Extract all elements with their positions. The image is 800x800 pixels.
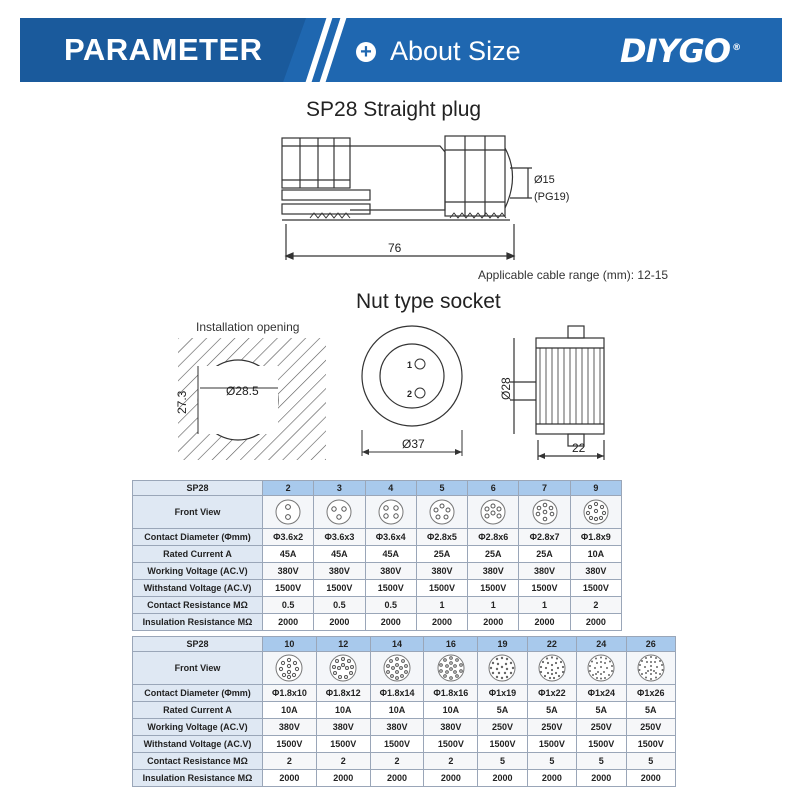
row-label: Working Voltage (AC.V) — [133, 719, 263, 736]
table-cell: 380V — [570, 563, 621, 580]
table-cell: Φ1.8x12 — [316, 685, 370, 702]
table-cell: Φ1.8x9 — [570, 529, 621, 546]
front-view-cell — [570, 496, 621, 529]
table-cell: 250V — [478, 719, 527, 736]
table-cell: 5 — [626, 753, 675, 770]
table-cell: 1500V — [263, 580, 314, 597]
front-view-cell — [314, 496, 365, 529]
spec-table-1 — [132, 480, 622, 631]
table-cell: 380V — [416, 563, 467, 580]
spec-table-2 — [132, 636, 676, 787]
table-cell: 25A — [468, 546, 519, 563]
table-row — [133, 702, 676, 719]
table-cell: 2 — [263, 753, 317, 770]
socket-side-drawing — [494, 318, 614, 468]
front-diameter-dim: Ø37 — [402, 437, 425, 451]
table-cell: 1 — [519, 597, 570, 614]
table-cell: 5A — [527, 702, 576, 719]
table-cell: 10A — [263, 702, 317, 719]
table-row — [133, 546, 622, 563]
table-cell: Φ1.8x14 — [370, 685, 424, 702]
table-cell: Φ1x26 — [626, 685, 675, 702]
row-label: Contact Diameter (Φmm) — [133, 529, 263, 546]
table-cell: 0.5 — [314, 597, 365, 614]
front-view-cell — [416, 496, 467, 529]
front-view-cell — [263, 496, 314, 529]
brand-name: DIYGO — [620, 32, 731, 70]
table-cell: 1500V — [527, 736, 576, 753]
table-cell: 2 — [570, 597, 621, 614]
row-label: Rated Current A — [133, 702, 263, 719]
socket-front-drawing — [356, 318, 474, 468]
table-header-row — [133, 637, 676, 652]
table-cell: Φ1.8x16 — [424, 685, 478, 702]
side-diameter-dim: Ø28 — [499, 377, 513, 400]
row-label: Insulation Resistance MΩ — [133, 614, 263, 631]
pin-1-label: 1 — [407, 360, 413, 370]
row-label: Insulation Resistance MΩ — [133, 770, 263, 787]
plug-title: SP28 Straight plug — [306, 98, 482, 121]
front-view-cell — [316, 652, 370, 685]
pin-count-cell: 4 — [365, 481, 416, 496]
parameter-label: PARAMETER — [64, 32, 263, 67]
header-banner — [0, 0, 800, 100]
plug-length-dim: 76 — [388, 241, 402, 255]
table-row — [133, 529, 622, 546]
socket-title: Nut type socket — [356, 290, 501, 313]
front-view-cell — [626, 652, 675, 685]
opening-height-dim: 27.3 — [175, 390, 189, 414]
table-cell: 250V — [626, 719, 675, 736]
row-label: Contact Resistance MΩ — [133, 597, 263, 614]
plug-diameter-dim: Ø15 — [534, 174, 555, 186]
table-cell: 2000 — [424, 770, 478, 787]
pin-count-cell: 10 — [263, 637, 317, 652]
table-cell: 1500V — [365, 580, 416, 597]
table-cell: 1500V — [424, 736, 478, 753]
table-corner: SP28 — [133, 637, 263, 652]
registered-mark: ® — [732, 43, 741, 54]
table-cell: 2000 — [570, 614, 621, 631]
table-cell: 0.5 — [263, 597, 314, 614]
pin-count-cell: 26 — [626, 637, 675, 652]
cable-range-note: Applicable cable range (mm): 12-15 — [478, 268, 669, 282]
table-cell: 5 — [478, 753, 527, 770]
table-cell: Φ1x24 — [577, 685, 626, 702]
row-label: Withstand Voltage (AC.V) — [133, 736, 263, 753]
table-row — [133, 770, 676, 787]
table-cell: Φ1.8x10 — [263, 685, 317, 702]
table-row — [133, 652, 676, 685]
table-cell: 45A — [263, 546, 314, 563]
table-row — [133, 614, 622, 631]
table-row — [133, 597, 622, 614]
table-cell: 45A — [314, 546, 365, 563]
row-label: Working Voltage (AC.V) — [133, 563, 263, 580]
table-cell: 2000 — [626, 770, 675, 787]
table-cell: 1500V — [314, 580, 365, 597]
table-cell: 1500V — [519, 580, 570, 597]
pin-count-cell: 14 — [370, 637, 424, 652]
side-length-dim: 22 — [572, 441, 586, 455]
table-cell: 1500V — [478, 736, 527, 753]
pin-count-cell: 24 — [577, 637, 626, 652]
table-cell: 2000 — [365, 614, 416, 631]
plus-icon: + — [356, 42, 376, 62]
front-view-cell — [468, 496, 519, 529]
table-row — [133, 753, 676, 770]
table-cell: 1 — [416, 597, 467, 614]
front-view-cell — [370, 652, 424, 685]
pin-count-cell: 7 — [519, 481, 570, 496]
front-view-cell — [478, 652, 527, 685]
row-label: Contact Diameter (Φmm) — [133, 685, 263, 702]
pin-count-cell: 22 — [527, 637, 576, 652]
table-cell: Φ2.8x6 — [468, 529, 519, 546]
pin-2-label: 2 — [407, 389, 413, 399]
table-cell: 10A — [570, 546, 621, 563]
table-cell: 2 — [316, 753, 370, 770]
table-cell: 25A — [519, 546, 570, 563]
table-row — [133, 563, 622, 580]
pin-count-cell: 16 — [424, 637, 478, 652]
table-cell: 380V — [316, 719, 370, 736]
row-label: Contact Resistance MΩ — [133, 753, 263, 770]
table-cell: 1500V — [263, 736, 317, 753]
table-cell: 380V — [263, 563, 314, 580]
table-cell: 380V — [424, 719, 478, 736]
table-cell: 2000 — [527, 770, 576, 787]
table-cell: Φ2.8x7 — [519, 529, 570, 546]
pin-count-cell: 19 — [478, 637, 527, 652]
table-cell: 380V — [365, 563, 416, 580]
pin-count-cell: 5 — [416, 481, 467, 496]
front-view-cell — [424, 652, 478, 685]
opening-diameter-dim: Ø28.5 — [226, 384, 259, 398]
row-label: Withstand Voltage (AC.V) — [133, 580, 263, 597]
table-cell: 1500V — [416, 580, 467, 597]
table-cell: 2000 — [263, 614, 314, 631]
table-cell: 380V — [263, 719, 317, 736]
table-cell: 5 — [577, 753, 626, 770]
table-cell: 1500V — [626, 736, 675, 753]
pin-count-cell: 3 — [314, 481, 365, 496]
table-cell: 2000 — [263, 770, 317, 787]
table-cell: 25A — [416, 546, 467, 563]
table-cell: 1500V — [468, 580, 519, 597]
table-cell: 380V — [314, 563, 365, 580]
about-size — [356, 36, 521, 67]
table-cell: 2000 — [416, 614, 467, 631]
table-cell: Φ3.6x3 — [314, 529, 365, 546]
pin-count-cell: 12 — [316, 637, 370, 652]
installation-opening-drawing — [175, 338, 326, 460]
table-cell: Φ3.6x4 — [365, 529, 416, 546]
table-cell: 1500V — [577, 736, 626, 753]
table-cell: 250V — [577, 719, 626, 736]
table-row — [133, 580, 622, 597]
table-cell: 2000 — [519, 614, 570, 631]
table-cell: 1500V — [316, 736, 370, 753]
table-header-row — [133, 481, 622, 496]
table-row — [133, 685, 676, 702]
table-cell: Φ3.6x2 — [263, 529, 314, 546]
pin-count-cell: 9 — [570, 481, 621, 496]
front-view-cell — [577, 652, 626, 685]
table-cell: 10A — [424, 702, 478, 719]
table-row — [133, 736, 676, 753]
table-cell: 5 — [527, 753, 576, 770]
pin-count-cell: 6 — [468, 481, 519, 496]
table-cell: 10A — [370, 702, 424, 719]
table-cell: 5A — [577, 702, 626, 719]
table-cell: 1500V — [570, 580, 621, 597]
brand-logo — [620, 32, 740, 70]
table-cell: 2000 — [314, 614, 365, 631]
plug-pg-dim: (PG19) — [534, 191, 570, 203]
table-cell: 45A — [365, 546, 416, 563]
table-cell: 1500V — [370, 736, 424, 753]
table-cell: 2000 — [577, 770, 626, 787]
table-corner: SP28 — [133, 481, 263, 496]
front-view-cell — [519, 496, 570, 529]
table-cell: 2 — [370, 753, 424, 770]
pin-count-cell: 2 — [263, 481, 314, 496]
table-cell: 2 — [424, 753, 478, 770]
table-cell: Φ1x19 — [478, 685, 527, 702]
row-label: Front View — [133, 496, 263, 529]
table-cell: 1 — [468, 597, 519, 614]
about-size-label: About Size — [390, 36, 521, 66]
table-cell: 380V — [468, 563, 519, 580]
row-label: Rated Current A — [133, 546, 263, 563]
table-cell: Φ2.8x5 — [416, 529, 467, 546]
front-view-cell — [263, 652, 317, 685]
table-cell: 380V — [370, 719, 424, 736]
table-cell: 5A — [626, 702, 675, 719]
table-cell: 380V — [519, 563, 570, 580]
table-cell: 5A — [478, 702, 527, 719]
table-row — [133, 719, 676, 736]
front-view-cell — [365, 496, 416, 529]
table-cell: Φ1x22 — [527, 685, 576, 702]
table-row — [133, 496, 622, 529]
table-cell: 0.5 — [365, 597, 416, 614]
table-cell: 2000 — [370, 770, 424, 787]
plug-drawing — [270, 128, 570, 268]
table-cell: 10A — [316, 702, 370, 719]
table-cell: 2000 — [468, 614, 519, 631]
front-view-cell — [527, 652, 576, 685]
row-label: Front View — [133, 652, 263, 685]
table-cell: 2000 — [316, 770, 370, 787]
table-cell: 2000 — [478, 770, 527, 787]
table-cell: 250V — [527, 719, 576, 736]
installation-label: Installation opening — [196, 320, 300, 334]
